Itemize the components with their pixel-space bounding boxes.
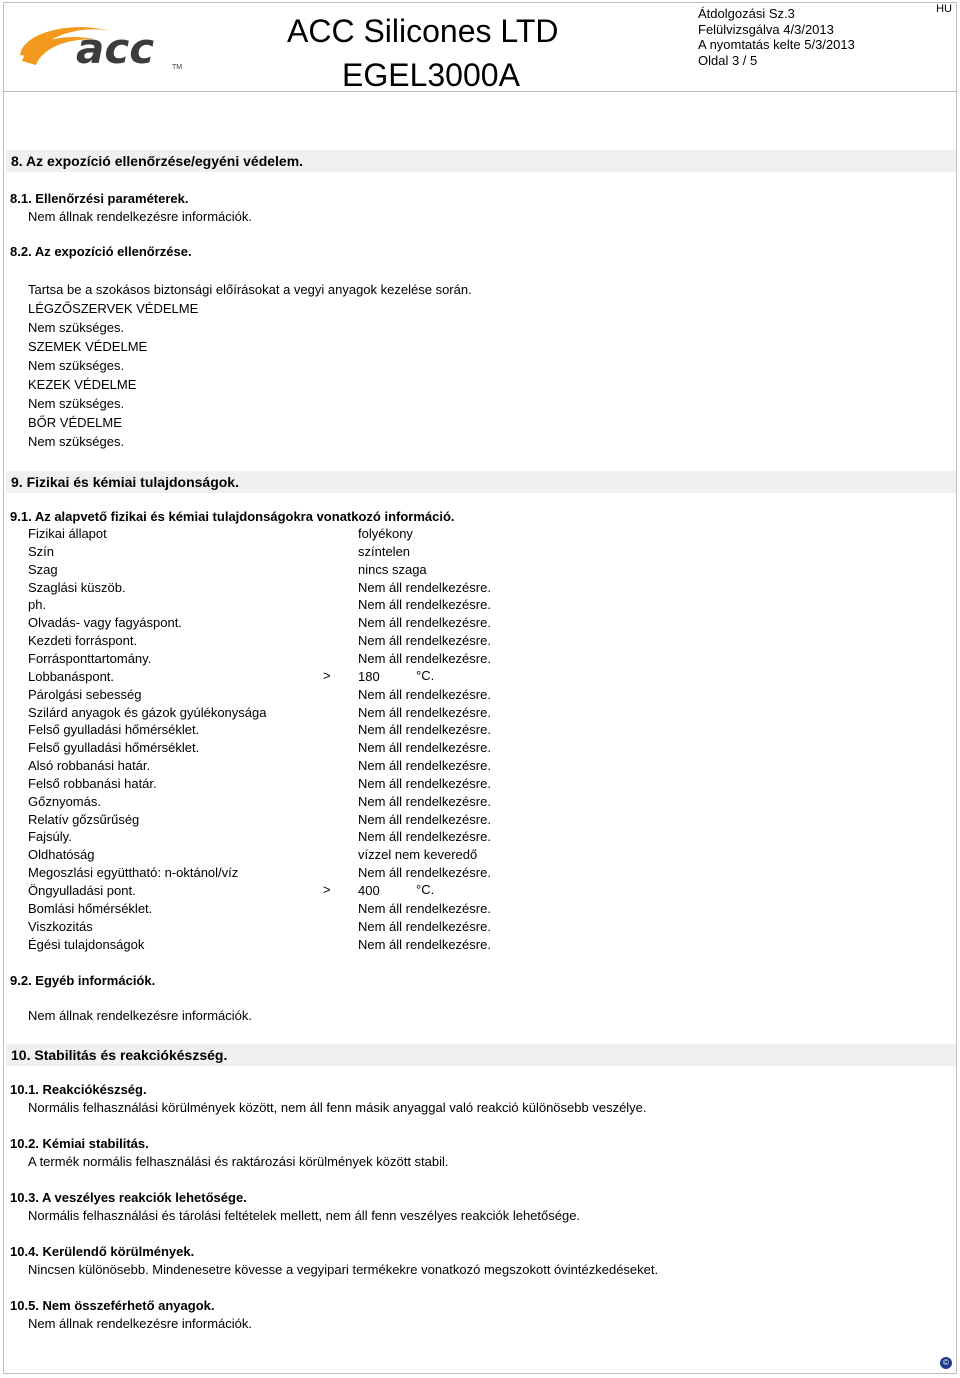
property-name: Párolgási sebesség [28, 687, 142, 702]
property-value: Nem áll rendelkezésre. [358, 740, 491, 755]
section-8-2-line: LÉGZŐSZERVEK VÉDELME [28, 301, 199, 316]
property-value: színtelen [358, 544, 411, 559]
property-unit: °C. [416, 882, 435, 897]
company-name: ACC Silicones LTD [287, 13, 559, 49]
section-10-item-title: 10.4. Kerülendő körülmények. [10, 1244, 195, 1259]
section-10-item-text: Normális felhasználási körülmények között, nem áll fenn másik anyaggal való reakció különösebb veszélye. [28, 1100, 647, 1115]
property-name: Lobbanáspont. [28, 669, 115, 684]
property-name: Relatív gőzsűrűség [28, 812, 140, 827]
section-8-2-line: Nem szükséges. [28, 358, 125, 373]
section-10-item-text: Nincsen különösebb. Mindenesetre kövesse a vegyipari termékekre vonatkozó megszokott óvintézkedéseket. [28, 1262, 659, 1277]
property-name: Felső robbanási határ. [28, 776, 157, 791]
section-9-2-text: Nem állnak rendelkezésre információk. [28, 1008, 252, 1023]
property-value: Nem áll rendelkezésre. [358, 722, 491, 737]
section-8-2-line: Nem szükséges. [28, 396, 125, 411]
section-9-heading: 9. Fizikai és kémiai tulajdonságok. [6, 471, 956, 493]
section-8-2-line: KEZEK VÉDELME [28, 377, 137, 392]
property-value: Nem áll rendelkezésre. [358, 901, 491, 916]
property-value: Nem áll rendelkezésre. [358, 651, 491, 666]
property-name: Alsó robbanási határ. [28, 758, 151, 773]
property-value: Nem áll rendelkezésre. [358, 633, 491, 648]
document-page [3, 2, 957, 1374]
property-value: 400 [358, 883, 380, 898]
section-10-item-title: 10.1. Reakciókészség. [10, 1082, 147, 1097]
copyright-icon: © [940, 1357, 952, 1369]
property-operator: > [323, 882, 331, 897]
property-name: Öngyulladási pont. [28, 883, 136, 898]
property-name: Fizikai állapot [28, 526, 107, 541]
property-operator: > [323, 668, 331, 683]
revision-info [698, 6, 855, 68]
property-value: Nem áll rendelkezésre. [358, 937, 491, 952]
property-value: Nem áll rendelkezésre. [358, 829, 491, 844]
property-value: Nem áll rendelkezésre. [358, 597, 491, 612]
section-8-2-line: Tartsa be a szokásos biztonsági előírásokat a vegyi anyagok kezelése során. [28, 282, 472, 297]
property-name: Olvadás- vagy fagyáspont. [28, 615, 182, 630]
property-name: Felső gyulladási hőmérséklet. [28, 740, 200, 755]
property-name: ph. [28, 597, 47, 612]
language-code: HU [936, 3, 952, 15]
section-10-item-text: Nem állnak rendelkezésre információk. [28, 1316, 252, 1331]
section-8-2-line: Nem szükséges. [28, 434, 125, 449]
section-8-2-line: BŐR VÉDELME [28, 415, 122, 430]
printed-date: A nyomtatás kelte 5/3/2013 [698, 37, 855, 52]
property-name: Kezdeti forráspont. [28, 633, 138, 648]
property-name: Viszkozitás [28, 919, 93, 934]
property-unit: °C. [416, 668, 435, 683]
logo-tm: TM [172, 64, 183, 71]
section-10-item-title: 10.2. Kémiai stabilitás. [10, 1136, 149, 1151]
property-name: Szín [28, 544, 55, 559]
property-value: Nem áll rendelkezésre. [358, 580, 491, 595]
property-value: Nem áll rendelkezésre. [358, 687, 491, 702]
property-name: Oldhatóság [28, 847, 95, 862]
logo-text: acc [76, 24, 155, 73]
section-8-2-line: SZEMEK VÉDELME [28, 339, 148, 354]
property-value: Nem áll rendelkezésre. [358, 865, 491, 880]
property-value: vízzel nem keveredő [358, 847, 478, 862]
property-value: Nem áll rendelkezésre. [358, 615, 491, 630]
property-name: Szaglási küszöb. [28, 580, 126, 595]
revision-number: Átdolgozási Sz.3 [698, 6, 795, 21]
product-name: EGEL3000A [342, 57, 520, 93]
property-value: folyékony [358, 526, 413, 541]
section-9-2-title: 9.2. Egyéb információk. [10, 973, 156, 988]
property-value: Nem áll rendelkezésre. [358, 705, 491, 720]
property-value: Nem áll rendelkezésre. [358, 919, 491, 934]
property-name: Szilárd anyagok és gázok gyúlékonysága [28, 705, 267, 720]
section-8-1-title: 8.1. Ellenőrzési paraméterek. [10, 191, 189, 206]
section-8-2-title: 8.2. Az expozíció ellenőrzése. [10, 244, 192, 259]
section-10-item-text: Normális felhasználási és tárolási feltételek mellett, nem áll fenn veszélyes reakciók lehetősége. [28, 1208, 581, 1223]
property-name: Megoszlási együttható: n-oktánol/víz [28, 865, 239, 880]
section-9-1-title: 9.1. Az alapvető fizikai és kémiai tulajdonságokra vonatkozó információ. [10, 509, 455, 524]
property-value: nincs szaga [358, 562, 427, 577]
property-name: Gőznyomás. [28, 794, 101, 809]
section-10-heading: 10. Stabilitás és reakciókészség. [6, 1044, 956, 1066]
acc-logo [14, 11, 184, 75]
property-value: Nem áll rendelkezésre. [358, 758, 491, 773]
property-name: Égési tulajdonságok [28, 937, 145, 952]
property-name: Felső gyulladási hőmérséklet. [28, 722, 200, 737]
section-8-1-text: Nem állnak rendelkezésre információk. [28, 209, 252, 224]
section-10-item-title: 10.5. Nem összeférhető anyagok. [10, 1298, 215, 1313]
property-name: Fajsúly. [28, 829, 72, 844]
section-8-2-line: Nem szükséges. [28, 320, 125, 335]
section-10-item-text: A termék normális felhasználási és raktározási körülmények között stabil. [28, 1154, 449, 1169]
property-name: Forrásponttartomány. [28, 651, 152, 666]
document-header [4, 3, 956, 92]
section-10-item-title: 10.3. A veszélyes reakciók lehetősége. [10, 1190, 247, 1205]
reviewed-date: Felülvizsgálva 4/3/2013 [698, 21, 834, 37]
property-value: Nem áll rendelkezésre. [358, 812, 491, 827]
property-value: 180 [358, 669, 380, 684]
section-8-heading: 8. Az expozíció ellenőrzése/egyéni védelem. [6, 150, 956, 172]
property-name: Szag [28, 562, 58, 577]
property-value: Nem áll rendelkezésre. [358, 776, 491, 791]
property-value: Nem áll rendelkezésre. [358, 794, 491, 809]
property-name: Bomlási hőmérséklet. [28, 901, 153, 916]
page-number: Oldal 3 / 5 [698, 52, 758, 68]
